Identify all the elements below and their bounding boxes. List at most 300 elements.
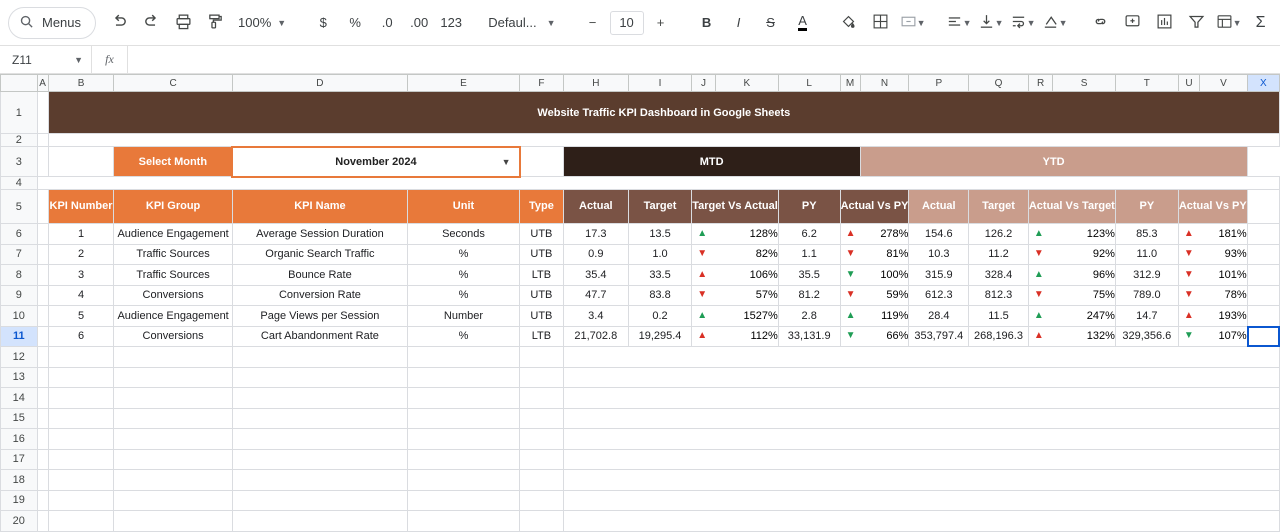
cell-ytd-actual[interactable]: 154.6 <box>909 224 969 245</box>
cell-a19[interactable] <box>37 490 48 511</box>
grid-row-19 <box>1 490 1280 511</box>
cell-ytd-actual-vs-target[interactable] <box>1028 306 1115 327</box>
cell-range-h17-x17[interactable] <box>563 449 1279 470</box>
cell-a8[interactable] <box>37 265 48 286</box>
row-header-11[interactable]: 11 <box>1 326 38 347</box>
cell-x9[interactable] <box>1247 285 1279 306</box>
row-header-7[interactable]: 7 <box>1 244 38 265</box>
cell-f13[interactable] <box>520 367 564 388</box>
cell-unit[interactable]: % <box>407 326 519 347</box>
cell-ytd-actual-vs-target[interactable] <box>1028 326 1115 347</box>
cell-ytd-actual-vs-py[interactable] <box>1178 244 1247 265</box>
vertical-align-button[interactable] <box>976 8 1006 38</box>
row-header-20[interactable]: 20 <box>1 511 38 532</box>
cell-range-h16-x16[interactable] <box>563 429 1279 450</box>
menus-button[interactable] <box>8 7 96 39</box>
cell-d18[interactable] <box>232 470 407 491</box>
sum-button[interactable]: Σ <box>1255 13 1266 31</box>
cell-mtd-actual[interactable]: 35.4 <box>563 265 628 286</box>
cell-a10[interactable] <box>37 306 48 327</box>
cell-mtd-actual[interactable]: 0.9 <box>563 244 628 265</box>
arrow-up-icon: ▼ <box>1183 330 1194 342</box>
cell-f19[interactable] <box>520 490 564 511</box>
cell-mtd-target-vs-actual[interactable] <box>692 285 779 306</box>
cell-ytd-target[interactable]: 268,196.3 <box>969 326 1029 347</box>
redo-button[interactable] <box>136 8 166 38</box>
name-box[interactable] <box>0 46 92 73</box>
cell-e16[interactable] <box>407 429 519 450</box>
column-header-i[interactable]: I <box>628 75 691 92</box>
table-row <box>1 326 1280 347</box>
column-header-l[interactable]: L <box>778 75 840 92</box>
header-mtd-target: Target <box>628 190 691 224</box>
arrow-down-icon: ▲ <box>845 227 856 239</box>
formula-bar <box>0 46 1280 74</box>
column-header-s[interactable]: S <box>1053 75 1116 92</box>
cell-a14[interactable] <box>37 388 48 409</box>
header-ytd-py: PY <box>1115 190 1178 224</box>
cell-mtd-target-vs-actual[interactable] <box>692 265 779 286</box>
cell-c13[interactable] <box>114 367 233 388</box>
cell-ytd-py[interactable]: 11.0 <box>1115 244 1178 265</box>
row-header-10[interactable]: 10 <box>1 306 38 327</box>
cell-range-h14-x14[interactable] <box>563 388 1279 409</box>
row-header-6[interactable]: 6 <box>1 224 38 245</box>
row-header-16[interactable]: 16 <box>1 429 38 450</box>
borders-button[interactable] <box>866 8 896 38</box>
column-header-h[interactable]: H <box>563 75 628 92</box>
column-header-j[interactable]: J <box>692 75 716 92</box>
insert-link-button[interactable] <box>1086 8 1116 38</box>
functions-button[interactable] <box>1214 8 1244 38</box>
cell-kpi-number[interactable]: 4 <box>48 285 114 306</box>
cell-a3[interactable] <box>37 147 48 177</box>
cell-range-h12-x12[interactable] <box>563 347 1279 368</box>
cell-a13[interactable] <box>37 367 48 388</box>
cell-kpi-name[interactable]: Bounce Rate <box>232 265 407 286</box>
chevron-down-icon: ▼ <box>994 17 1004 28</box>
header-ytd-actual-vs-target: Actual Vs Target <box>1028 190 1115 224</box>
cell-ytd-py[interactable]: 789.0 <box>1115 285 1178 306</box>
column-header-m[interactable]: M <box>840 75 860 92</box>
arrow-down-icon: ▼ <box>697 248 708 260</box>
value-mtd-tva: 106% <box>749 268 778 281</box>
cell-kpi-name[interactable]: Conversion Rate <box>232 285 407 306</box>
mtd-band-label: MTD <box>563 147 860 177</box>
cell-d14[interactable] <box>232 388 407 409</box>
insert-comment-button[interactable] <box>1118 8 1148 38</box>
paint-format-icon <box>207 13 224 33</box>
arrow-up-icon: ▲ <box>845 309 856 321</box>
cell-kpi-name[interactable]: Page Views per Session <box>232 306 407 327</box>
cell-type[interactable]: LTB <box>520 265 564 286</box>
cell-kpi-number[interactable]: 2 <box>48 244 114 265</box>
print-icon <box>175 13 192 33</box>
cell-mtd-target[interactable]: 13.5 <box>628 224 691 245</box>
cell-ytd-actual-vs-py[interactable] <box>1178 285 1247 306</box>
cell-b12[interactable] <box>48 347 114 368</box>
arrow-down-icon: ▼ <box>1183 289 1194 301</box>
cell-d17[interactable] <box>232 449 407 470</box>
arrow-up-icon: ▲ <box>697 227 708 239</box>
text-rotation-icon <box>1042 13 1059 33</box>
cell-d12[interactable] <box>232 347 407 368</box>
font-size-stepper[interactable] <box>578 8 676 38</box>
cell-mtd-target[interactable]: 33.5 <box>628 265 691 286</box>
cell-c16[interactable] <box>114 429 233 450</box>
cell-mtd-actual-vs-py[interactable] <box>840 244 909 265</box>
cell-mtd-actual-vs-py[interactable] <box>840 306 909 327</box>
cell-x11-selected[interactable] <box>1247 326 1279 347</box>
cell-c12[interactable] <box>114 347 233 368</box>
cell-ytd-py[interactable]: 14.7 <box>1115 306 1178 327</box>
cell-ytd-actual[interactable]: 612.3 <box>909 285 969 306</box>
cell-d20[interactable] <box>232 511 407 532</box>
row-header-4[interactable]: 4 <box>1 177 38 190</box>
cell-x5[interactable] <box>1247 190 1279 224</box>
column-header-d[interactable]: D <box>232 75 407 92</box>
cell-mtd-actual[interactable]: 17.3 <box>563 224 628 245</box>
cell-mtd-actual[interactable]: 21,702.8 <box>563 326 628 347</box>
cell-kpi-number[interactable]: 5 <box>48 306 114 327</box>
fill-color-button[interactable] <box>834 8 864 38</box>
column-header-q[interactable]: Q <box>969 75 1029 92</box>
cell-x8[interactable] <box>1247 265 1279 286</box>
cell-type[interactable]: UTB <box>520 306 564 327</box>
cell-f18[interactable] <box>520 470 564 491</box>
cell-d15[interactable] <box>232 408 407 429</box>
cell-a5[interactable] <box>37 190 48 224</box>
column-header-u[interactable]: U <box>1178 75 1199 92</box>
cell-ytd-actual-vs-target[interactable] <box>1028 265 1115 286</box>
cell-mtd-py[interactable]: 2.8 <box>778 306 840 327</box>
bold-button[interactable]: B <box>701 15 712 30</box>
cell-ytd-target[interactable]: 11.5 <box>969 306 1029 327</box>
cell-c14[interactable] <box>114 388 233 409</box>
cell-range-h19-x19[interactable] <box>563 490 1279 511</box>
cell-mtd-py[interactable]: 33,131.9 <box>778 326 840 347</box>
month-dropdown[interactable] <box>232 147 519 177</box>
print-button[interactable] <box>168 8 198 38</box>
cell-a6[interactable] <box>37 224 48 245</box>
cell-kpi-name[interactable]: Average Session Duration <box>232 224 407 245</box>
arrow-down-icon: ▲ <box>697 330 708 342</box>
column-header-f[interactable]: F <box>520 75 564 92</box>
column-header-b[interactable]: B <box>48 75 114 92</box>
cell-mtd-actual-vs-py[interactable] <box>840 265 909 286</box>
cell-ytd-actual[interactable]: 315.9 <box>909 265 969 286</box>
select-all-corner[interactable] <box>1 75 38 92</box>
cell-ytd-actual-vs-py[interactable] <box>1178 265 1247 286</box>
spacer-row-2[interactable] <box>48 134 1279 147</box>
row-header-15[interactable]: 15 <box>1 408 38 429</box>
fx-label: fx <box>92 46 128 73</box>
text-wrap-icon <box>1010 13 1027 33</box>
column-header-t[interactable]: T <box>1115 75 1178 92</box>
cell-ytd-actual[interactable]: 353,797.4 <box>909 326 969 347</box>
arrow-up-icon: ▼ <box>845 330 856 342</box>
spreadsheet-grid[interactable] <box>0 74 1280 527</box>
cell-e12[interactable] <box>407 347 519 368</box>
cell-a15[interactable] <box>37 408 48 429</box>
decrease-decimal-button[interactable]: .0 <box>381 15 393 30</box>
cell-e18[interactable] <box>407 470 519 491</box>
cell-mtd-target[interactable]: 0.2 <box>628 306 691 327</box>
column-header-r[interactable]: R <box>1028 75 1052 92</box>
undo-button[interactable] <box>104 8 134 38</box>
header-type: Type <box>520 190 564 224</box>
cell-a11[interactable] <box>37 326 48 347</box>
cell-e19[interactable] <box>407 490 519 511</box>
table-row <box>1 265 1280 286</box>
cell-mtd-actual[interactable]: 3.4 <box>563 306 628 327</box>
cell-ytd-actual-vs-target[interactable] <box>1028 224 1115 245</box>
row-header-5[interactable]: 5 <box>1 190 38 224</box>
cell-a16[interactable] <box>37 429 48 450</box>
cell-unit[interactable]: Number <box>407 306 519 327</box>
percent-format-button[interactable]: % <box>349 15 361 30</box>
cell-ytd-py[interactable]: 329,356.6 <box>1115 326 1178 347</box>
cell-b15[interactable] <box>48 408 114 429</box>
column-header-e[interactable]: E <box>407 75 519 92</box>
cell-kpi-name[interactable]: Cart Abandonment Rate <box>232 326 407 347</box>
font-size-decrease-button[interactable]: − <box>588 15 597 30</box>
font-size-input[interactable]: 10 <box>610 11 644 35</box>
cell-type[interactable]: UTB <box>520 285 564 306</box>
cell-a1[interactable] <box>37 92 48 134</box>
cell-b13[interactable] <box>48 367 114 388</box>
cell-ytd-target[interactable]: 11.2 <box>969 244 1029 265</box>
grid-row-14 <box>1 388 1280 409</box>
cell-kpi-group[interactable]: Traffic Sources <box>114 244 233 265</box>
cell-mtd-target-vs-actual[interactable] <box>692 244 779 265</box>
column-header-x[interactable]: X <box>1247 75 1279 92</box>
cell-unit[interactable]: Seconds <box>407 224 519 245</box>
arrow-up-icon: ▲ <box>1033 227 1044 239</box>
currency-format-button[interactable]: $ <box>319 15 327 30</box>
cell-unit[interactable]: % <box>407 265 519 286</box>
cell-f14[interactable] <box>520 388 564 409</box>
cell-mtd-target-vs-actual[interactable] <box>692 326 779 347</box>
cell-x10[interactable] <box>1247 306 1279 327</box>
cell-ytd-actual[interactable]: 10.3 <box>909 244 969 265</box>
cell-kpi-group[interactable]: Traffic Sources <box>114 265 233 286</box>
cell-c19[interactable] <box>114 490 233 511</box>
cell-a9[interactable] <box>37 285 48 306</box>
cell-c18[interactable] <box>114 470 233 491</box>
row-header-18[interactable]: 18 <box>1 470 38 491</box>
grid-row-2 <box>1 134 1280 147</box>
cell-kpi-group[interactable]: Conversions <box>114 285 233 306</box>
cell-b3[interactable] <box>48 147 114 177</box>
cell-mtd-target[interactable]: 19,295.4 <box>628 326 691 347</box>
column-header-p[interactable]: P <box>909 75 969 92</box>
arrow-down-icon: ▲ <box>1183 309 1194 321</box>
chevron-down-icon: ▼ <box>501 156 511 167</box>
column-header-a[interactable]: A <box>37 75 48 92</box>
cell-type[interactable]: UTB <box>520 224 564 245</box>
cell-kpi-group[interactable]: Audience Engagement <box>114 224 233 245</box>
column-header-v[interactable]: V <box>1200 75 1248 92</box>
cell-e15[interactable] <box>407 408 519 429</box>
header-kpi-number: KPI Number <box>48 190 114 224</box>
cell-mtd-py[interactable]: 81.2 <box>778 285 840 306</box>
dashboard-title: Website Traffic KPI Dashboard in Google Sheets <box>48 92 1279 134</box>
merge-cells-icon <box>900 13 917 33</box>
column-header-k[interactable]: K <box>715 75 778 92</box>
cell-a12[interactable] <box>37 347 48 368</box>
cell-b17[interactable] <box>48 449 114 470</box>
cell-ytd-actual-vs-target[interactable] <box>1028 244 1115 265</box>
cell-b20[interactable] <box>48 511 114 532</box>
cell-f17[interactable] <box>520 449 564 470</box>
value-ytd-avt: 75% <box>1092 289 1115 302</box>
paint-format-button[interactable] <box>200 8 230 38</box>
cell-kpi-number[interactable]: 6 <box>48 326 114 347</box>
cell-kpi-group[interactable]: Audience Engagement <box>114 306 233 327</box>
italic-button[interactable]: I <box>736 15 741 30</box>
cell-a20[interactable] <box>37 511 48 532</box>
insert-chart-button[interactable] <box>1150 8 1180 38</box>
cell-mtd-target-vs-actual[interactable] <box>692 306 779 327</box>
cell-mtd-py[interactable]: 6.2 <box>778 224 840 245</box>
cell-mtd-target[interactable]: 1.0 <box>628 244 691 265</box>
cell-mtd-actual-vs-py[interactable] <box>840 326 909 347</box>
cell-unit[interactable]: % <box>407 244 519 265</box>
select-month-label: Select Month <box>114 147 233 177</box>
text-wrap-button[interactable] <box>1008 8 1038 38</box>
cell-e20[interactable] <box>407 511 519 532</box>
cell-e17[interactable] <box>407 449 519 470</box>
cell-ytd-actual-vs-target[interactable] <box>1028 285 1115 306</box>
header-unit: Unit <box>407 190 519 224</box>
cell-type[interactable]: LTB <box>520 326 564 347</box>
cell-a17[interactable] <box>37 449 48 470</box>
filter-icon <box>1188 13 1205 33</box>
cell-f15[interactable] <box>520 408 564 429</box>
filter-button[interactable] <box>1182 8 1212 38</box>
cell-b16[interactable] <box>48 429 114 450</box>
cell-range-h18-x18[interactable] <box>563 470 1279 491</box>
increase-decimal-button[interactable]: .00 <box>410 15 429 30</box>
text-color-button[interactable] <box>788 8 818 38</box>
cell-ytd-py[interactable]: 85.3 <box>1115 224 1178 245</box>
cell-d16[interactable] <box>232 429 407 450</box>
header-mtd-actual: Actual <box>563 190 628 224</box>
cell-ytd-actual-vs-py[interactable] <box>1178 306 1247 327</box>
cell-c20[interactable] <box>114 511 233 532</box>
row-header-19[interactable]: 19 <box>1 490 38 511</box>
cell-ytd-py[interactable]: 312.9 <box>1115 265 1178 286</box>
cell-a18[interactable] <box>37 470 48 491</box>
cell-x7[interactable] <box>1247 244 1279 265</box>
cell-ytd-target[interactable]: 126.2 <box>969 224 1029 245</box>
cell-c15[interactable] <box>114 408 233 429</box>
cell-f16[interactable] <box>520 429 564 450</box>
font-size-increase-button[interactable]: + <box>656 15 665 30</box>
row-header-17[interactable]: 17 <box>1 449 38 470</box>
cell-range-h20-x20[interactable] <box>563 511 1279 532</box>
cell-kpi-number[interactable]: 3 <box>48 265 114 286</box>
cell-ytd-actual-vs-py[interactable] <box>1178 326 1247 347</box>
column-header-n[interactable]: N <box>860 75 909 92</box>
more-formats-button[interactable]: 123 <box>440 15 463 30</box>
value-ytd-avt: 96% <box>1092 268 1115 281</box>
arrow-down-icon: ▼ <box>1183 248 1194 260</box>
cell-b14[interactable] <box>48 388 114 409</box>
row-header-2[interactable]: 2 <box>1 134 38 147</box>
text-color-label: A <box>798 14 807 31</box>
vertical-align-icon <box>978 13 995 33</box>
cell-mtd-target[interactable]: 83.8 <box>628 285 691 306</box>
arrow-up-icon: ▲ <box>697 309 708 321</box>
cell-d13[interactable] <box>232 367 407 388</box>
cell-e13[interactable] <box>407 367 519 388</box>
cell-kpi-number[interactable]: 1 <box>48 224 114 245</box>
font-family-select[interactable] <box>482 8 561 38</box>
spacer-row-4[interactable] <box>37 177 1279 190</box>
cell-ytd-actual[interactable]: 28.4 <box>909 306 969 327</box>
cell-mtd-py[interactable]: 35.5 <box>778 265 840 286</box>
cell-f12[interactable] <box>520 347 564 368</box>
header-ytd-actual: Actual <box>909 190 969 224</box>
cell-mtd-py[interactable]: 1.1 <box>778 244 840 265</box>
arrow-up-icon: ▲ <box>1033 309 1044 321</box>
header-ytd-actual-vs-py: Actual Vs PY <box>1178 190 1247 224</box>
cell-x6[interactable] <box>1247 224 1279 245</box>
cell-e14[interactable] <box>407 388 519 409</box>
cell-b18[interactable] <box>48 470 114 491</box>
cell-range-h13-x13[interactable] <box>563 367 1279 388</box>
cell-f3[interactable] <box>520 147 564 177</box>
cell-range-h15-x15[interactable] <box>563 408 1279 429</box>
row-header-1[interactable]: 1 <box>1 92 38 134</box>
row-header-13[interactable]: 13 <box>1 367 38 388</box>
value-mtd-avp: 100% <box>880 268 909 281</box>
merge-cells-button[interactable] <box>898 8 928 38</box>
cell-mtd-target-vs-actual[interactable] <box>692 224 779 245</box>
cell-kpi-group[interactable]: Conversions <box>114 326 233 347</box>
cell-b19[interactable] <box>48 490 114 511</box>
table-row <box>1 306 1280 327</box>
row-header-14[interactable]: 14 <box>1 388 38 409</box>
cell-kpi-name[interactable]: Organic Search Traffic <box>232 244 407 265</box>
cell-unit[interactable]: % <box>407 285 519 306</box>
cell-mtd-actual-vs-py[interactable] <box>840 224 909 245</box>
row-header-8[interactable]: 8 <box>1 265 38 286</box>
horizontal-align-button[interactable] <box>944 8 974 38</box>
text-rotation-button[interactable] <box>1040 8 1070 38</box>
header-kpi-name: KPI Name <box>232 190 407 224</box>
cell-ytd-target[interactable]: 328.4 <box>969 265 1029 286</box>
zoom-control[interactable] <box>232 8 292 38</box>
cell-f20[interactable] <box>520 511 564 532</box>
strikethrough-button[interactable]: S <box>766 15 775 30</box>
row-header-12[interactable]: 12 <box>1 347 38 368</box>
cell-type[interactable]: UTB <box>520 244 564 265</box>
row-header-3[interactable]: 3 <box>1 147 38 177</box>
cell-d19[interactable] <box>232 490 407 511</box>
cell-mtd-actual[interactable]: 47.7 <box>563 285 628 306</box>
cell-a2[interactable] <box>37 134 48 147</box>
cell-ytd-target[interactable]: 812.3 <box>969 285 1029 306</box>
cell-ytd-actual-vs-py[interactable] <box>1178 224 1247 245</box>
cell-mtd-actual-vs-py[interactable] <box>840 285 909 306</box>
column-header-c[interactable]: C <box>114 75 233 92</box>
cell-c17[interactable] <box>114 449 233 470</box>
row-header-9[interactable]: 9 <box>1 285 38 306</box>
cell-a7[interactable] <box>37 244 48 265</box>
